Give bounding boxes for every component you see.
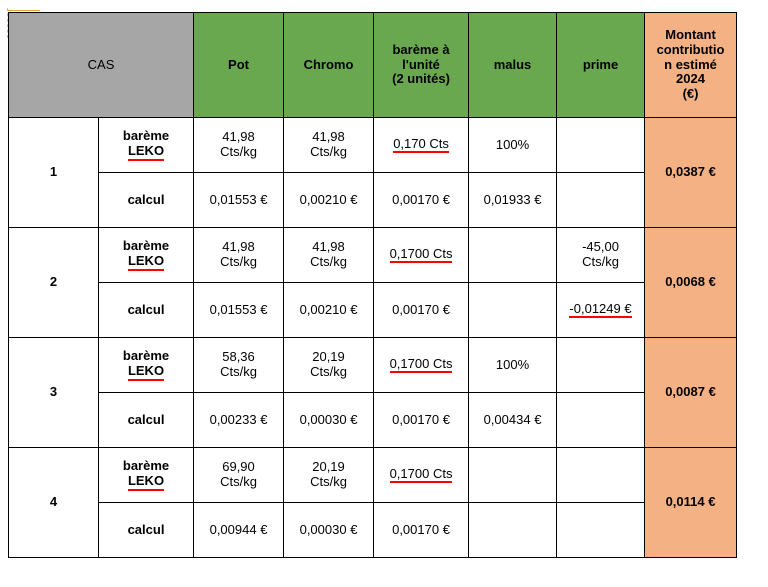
table-row bbox=[9, 338, 737, 393]
cell-calcul-unite: 0,00170 € bbox=[374, 283, 469, 338]
row-label-bareme: barème bbox=[122, 128, 170, 144]
cell-bareme-chromo-unit: Cts/kg bbox=[310, 254, 347, 269]
cell-bareme-chromo bbox=[284, 118, 374, 173]
header-chromo: Chromo bbox=[284, 13, 374, 118]
cell-calcul-pot: 0,01553 € bbox=[194, 173, 284, 228]
cell-bareme-pot-unit: Cts/kg bbox=[220, 364, 257, 379]
left-edge-artifact bbox=[0, 8, 8, 38]
header-bareme-unite-line2: l'unité bbox=[402, 56, 440, 72]
cell-bareme-malus: 100% bbox=[469, 118, 557, 173]
cell-bareme-pot bbox=[194, 338, 284, 393]
cell-bareme-chromo-value: 41,98 bbox=[312, 129, 345, 145]
cell-bareme-unite-value: 0,1700 Cts bbox=[390, 247, 453, 264]
cell-bareme-unite-value: 0,1700 Cts bbox=[390, 467, 453, 484]
cell-bareme-unite bbox=[374, 448, 469, 503]
header-montant-line2: contributio bbox=[656, 41, 725, 57]
cell-bareme-chromo-unit: Cts/kg bbox=[310, 364, 347, 379]
table-row bbox=[9, 503, 737, 558]
row-label-bareme: barème bbox=[122, 458, 170, 474]
table-header-row bbox=[9, 13, 737, 118]
cell-bareme-unite bbox=[374, 118, 469, 173]
table-row bbox=[9, 118, 737, 173]
table-row bbox=[9, 448, 737, 503]
cell-bareme-chromo bbox=[284, 448, 374, 503]
cell-montant-contribution: 0,0068 € bbox=[645, 228, 737, 338]
cell-bareme-prime-value: -45,00 bbox=[582, 239, 619, 255]
header-bareme-unite-line1: barème à bbox=[392, 41, 450, 57]
row-label-leko: LEKO bbox=[128, 474, 164, 491]
header-pot: Pot bbox=[194, 13, 284, 118]
header-montant-line1: Montant bbox=[665, 26, 716, 42]
header-bareme-unite-line3: (2 unités) bbox=[392, 71, 450, 87]
cell-bareme-unite-value: 0,170 Cts bbox=[393, 137, 449, 154]
cell-calcul-prime bbox=[557, 503, 645, 558]
cas-number: 1 bbox=[9, 118, 99, 228]
cell-bareme-prime bbox=[557, 338, 645, 393]
cell-bareme-unite bbox=[374, 228, 469, 283]
table-row bbox=[9, 283, 737, 338]
row-label-bareme: barème bbox=[122, 238, 170, 254]
table-row bbox=[9, 173, 737, 228]
row-label-calcul: calcul bbox=[99, 173, 194, 228]
row-label-bareme-leko bbox=[99, 448, 194, 503]
cell-bareme-pot bbox=[194, 118, 284, 173]
row-label-calcul: calcul bbox=[99, 283, 194, 338]
cell-bareme-unite-value: 0,1700 Cts bbox=[390, 357, 453, 374]
cas-number: 2 bbox=[9, 228, 99, 338]
cell-bareme-chromo-value: 20,19 bbox=[312, 349, 345, 365]
cell-calcul-malus: 0,01933 € bbox=[469, 173, 557, 228]
cell-bareme-pot bbox=[194, 448, 284, 503]
cell-montant-contribution: 0,0087 € bbox=[645, 338, 737, 448]
cell-bareme-chromo-unit: Cts/kg bbox=[310, 144, 347, 159]
row-label-leko: LEKO bbox=[128, 144, 164, 161]
cell-calcul-unite: 0,00170 € bbox=[374, 173, 469, 228]
header-bareme-unite bbox=[374, 13, 469, 118]
cell-bareme-pot-value: 41,98 bbox=[222, 239, 255, 255]
cell-montant-contribution: 0,0114 € bbox=[645, 448, 737, 558]
cell-calcul-malus bbox=[469, 503, 557, 558]
cell-bareme-chromo-unit: Cts/kg bbox=[310, 474, 347, 489]
header-montant-line4: 2024 bbox=[676, 71, 705, 87]
header-prime: prime bbox=[557, 13, 645, 118]
cell-calcul-malus: 0,00434 € bbox=[469, 393, 557, 448]
cell-bareme-chromo bbox=[284, 338, 374, 393]
cell-calcul-chromo: 0,00030 € bbox=[284, 503, 374, 558]
cell-calcul-chromo: 0,00030 € bbox=[284, 393, 374, 448]
row-label-calcul: calcul bbox=[99, 393, 194, 448]
cell-bareme-prime bbox=[557, 448, 645, 503]
cell-bareme-pot-unit: Cts/kg bbox=[220, 474, 257, 489]
cas-number: 4 bbox=[9, 448, 99, 558]
header-montant-line3: n estimé bbox=[664, 56, 717, 72]
cell-bareme-malus: 100% bbox=[469, 338, 557, 393]
cell-calcul-prime bbox=[557, 393, 645, 448]
row-label-bareme: barème bbox=[122, 348, 170, 364]
row-label-leko: LEKO bbox=[128, 254, 164, 271]
cell-bareme-chromo-value: 41,98 bbox=[312, 239, 345, 255]
header-malus: malus bbox=[469, 13, 557, 118]
row-label-bareme-leko bbox=[99, 118, 194, 173]
row-label-bareme-leko bbox=[99, 338, 194, 393]
cell-calcul-unite: 0,00170 € bbox=[374, 393, 469, 448]
cell-bareme-unite bbox=[374, 338, 469, 393]
cell-bareme-pot-unit: Cts/kg bbox=[220, 254, 257, 269]
cas-number: 3 bbox=[9, 338, 99, 448]
table-row bbox=[9, 228, 737, 283]
cell-bareme-pot-value: 41,98 bbox=[222, 129, 255, 145]
cell-bareme-prime bbox=[557, 118, 645, 173]
cell-bareme-prime-unit: Cts/kg bbox=[582, 254, 619, 269]
header-montant-contribution bbox=[645, 13, 737, 118]
row-label-calcul: calcul bbox=[99, 503, 194, 558]
cell-calcul-prime-value: -0,01249 € bbox=[569, 302, 631, 319]
cell-calcul-prime bbox=[557, 173, 645, 228]
cell-calcul-pot: 0,01553 € bbox=[194, 283, 284, 338]
cell-bareme-pot-unit: Cts/kg bbox=[220, 144, 257, 159]
cell-calcul-chromo: 0,00210 € bbox=[284, 173, 374, 228]
cell-montant-contribution: 0,0387 € bbox=[645, 118, 737, 228]
table-row bbox=[9, 393, 737, 448]
cell-calcul-prime bbox=[557, 283, 645, 338]
cell-bareme-chromo bbox=[284, 228, 374, 283]
row-label-bareme-leko bbox=[99, 228, 194, 283]
cell-calcul-pot: 0,00233 € bbox=[194, 393, 284, 448]
cell-bareme-malus bbox=[469, 448, 557, 503]
header-montant-line5: (€) bbox=[682, 86, 699, 102]
cell-calcul-malus bbox=[469, 283, 557, 338]
header-cas: CAS bbox=[9, 13, 194, 118]
cell-bareme-malus bbox=[469, 228, 557, 283]
row-label-leko: LEKO bbox=[128, 364, 164, 381]
cell-calcul-chromo: 0,00210 € bbox=[284, 283, 374, 338]
cell-bareme-pot bbox=[194, 228, 284, 283]
cell-calcul-unite: 0,00170 € bbox=[374, 503, 469, 558]
cell-bareme-chromo-value: 20,19 bbox=[312, 459, 345, 475]
contribution-table bbox=[8, 12, 737, 558]
cell-bareme-pot-value: 58,36 bbox=[222, 349, 255, 365]
cell-calcul-pot: 0,00944 € bbox=[194, 503, 284, 558]
cell-bareme-prime bbox=[557, 228, 645, 283]
cell-bareme-pot-value: 69,90 bbox=[222, 459, 255, 475]
